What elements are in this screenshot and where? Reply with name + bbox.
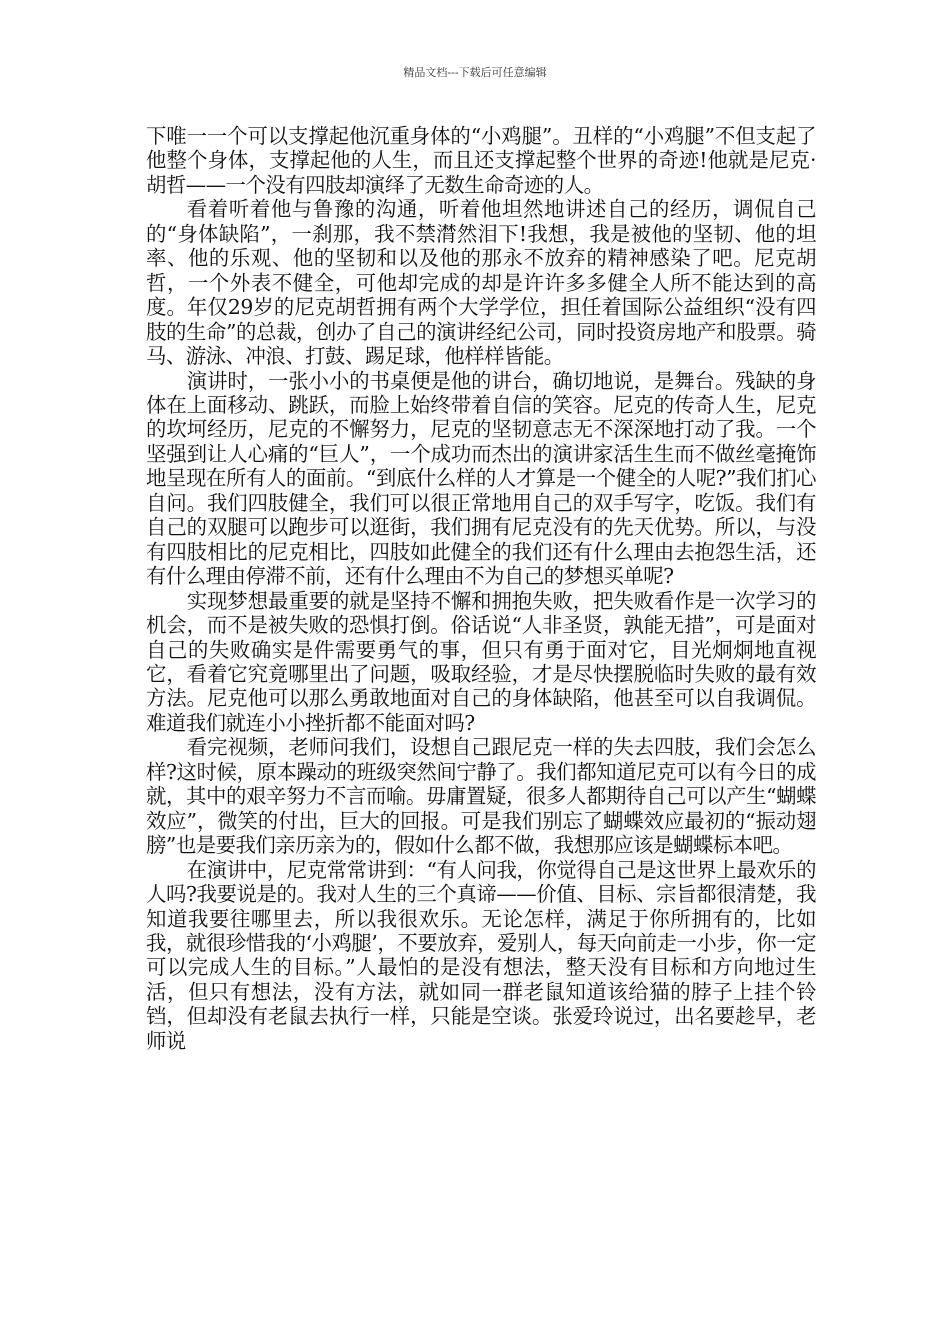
- paragraph-1: 下唯一一个可以支撑起他沉重身体的“小鸡腿”。丑样的“小鸡腿”不但支起了他整个身体，支撑起他的人生，而且还支撑起整个世界的奇迹!他就是尼克·胡哲——一个没有四肢却演绎了无数生命奇迹的人。: [146, 124, 816, 197]
- paragraph-6: 在演讲中，尼克常常讲到：“有人问我，你觉得自己是这世界上最欢乐的人吗?我要说是的。我对人生的三个真谛——价值、目标、宗旨都很清楚，我知道我要往哪里去，所以我很欢乐。无论怎样，满足于你所拥有的，比如我，就很珍惜我的‘小鸡腿’，不要放弃，爱别人，每天向前走一小步，你一定可以完成人生的目标。”人最怕的是没有想法，整天没有目标和方向地过生活，但只有想法，没有方法，就如同一群老鼠知道该给猫的脖子上挂个铃铛，但却没有老鼠去执行一样，只能是空谈。张爱玲说过，出名要趁早，老师说: [146, 857, 816, 1053]
- document-body: [146, 124, 816, 1053]
- paragraph-5: 看完视频，老师问我们，设想自己跟尼克一样的失去四肢，我们会怎么样?这时候，原本躁动的班级突然间宁静了。我们都知道尼克可以有今日的成就，其中的艰辛努力不言而喻。毋庸置疑，很多人都期待自己可以产生“蝴蝶效应”，微笑的付出，巨大的回报。可是我们别忘了蝴蝶效应最初的“振动翅膀”也是要我们亲历亲为的，假如什么都不做，我想那应该是蝴蝶标本吧。: [146, 735, 816, 858]
- page-header: 精品文档---下载后可任意编辑: [403, 66, 547, 79]
- paragraph-3: 演讲时，一张小小的书桌便是他的讲台，确切地说，是舞台。残缺的身体在上面移动、跳跃，而脸上始终带着自信的笑容。尼克的传奇人生，尼克的坎坷经历，尼克的不懈努力，尼克的坚韧意志无不深深地打动了我。一个坚强到让人心痛的“巨人”，一个成功而杰出的演讲家活生生而不做丝毫掩饰地呈现在所有人的面前。“到底什么样的人才算是一个健全的人呢?”我们扪心自问。我们四肢健全，我们可以很正常地用自己的双手写字，吃饭。我们有自己的双腿可以跑步可以逛街，我们拥有尼克没有的先天优势。所以，与没有四肢相比的尼克相比，四肢如此健全的我们还有什么理由去抱怨生活，还有什么理由停滞不前，还有什么理由不为自己的梦想买单呢?: [146, 368, 816, 589]
- paragraph-4: 实现梦想最重要的就是坚持不懈和拥抱失败，把失败看作是一次学习的机会，而不是被失败的恐惧打倒。俗话说“人非圣贤，孰能无措”，可是面对自己的失败确实是件需要勇气的事，但只有勇于面对它，目光炯炯地直视它，看着它究竟哪里出了问题，吸取经验，才是尽快摆脱临时失败的最有效方法。尼克他可以那么勇敢地面对自己的身体缺陷，他甚至可以自我调侃。难道我们就连小小挫折都不能面对吗?: [146, 588, 816, 735]
- paragraph-2: 看着听着他与鲁豫的沟通，听着他坦然地讲述自己的经历，调侃自己的“身体缺陷”，一刹那，我不禁潸然泪下!我想，我是被他的坚韧、他的坦率、他的乐观、他的坚韧和以及他的那永不放弃的精神感染了吧。尼克胡哲，一个外表不健全，可他却完成的却是许许多多健全人所不能达到的高度。年仅29岁的尼克胡哲拥有两个大学学位，担任着国际公益组织“没有四肢的生命”的总裁，创办了自己的演讲经纪公司，同时投资房地产和股票。骑马、游泳、冲浪、打鼓、踢足球，他样样皆能。: [146, 197, 816, 369]
